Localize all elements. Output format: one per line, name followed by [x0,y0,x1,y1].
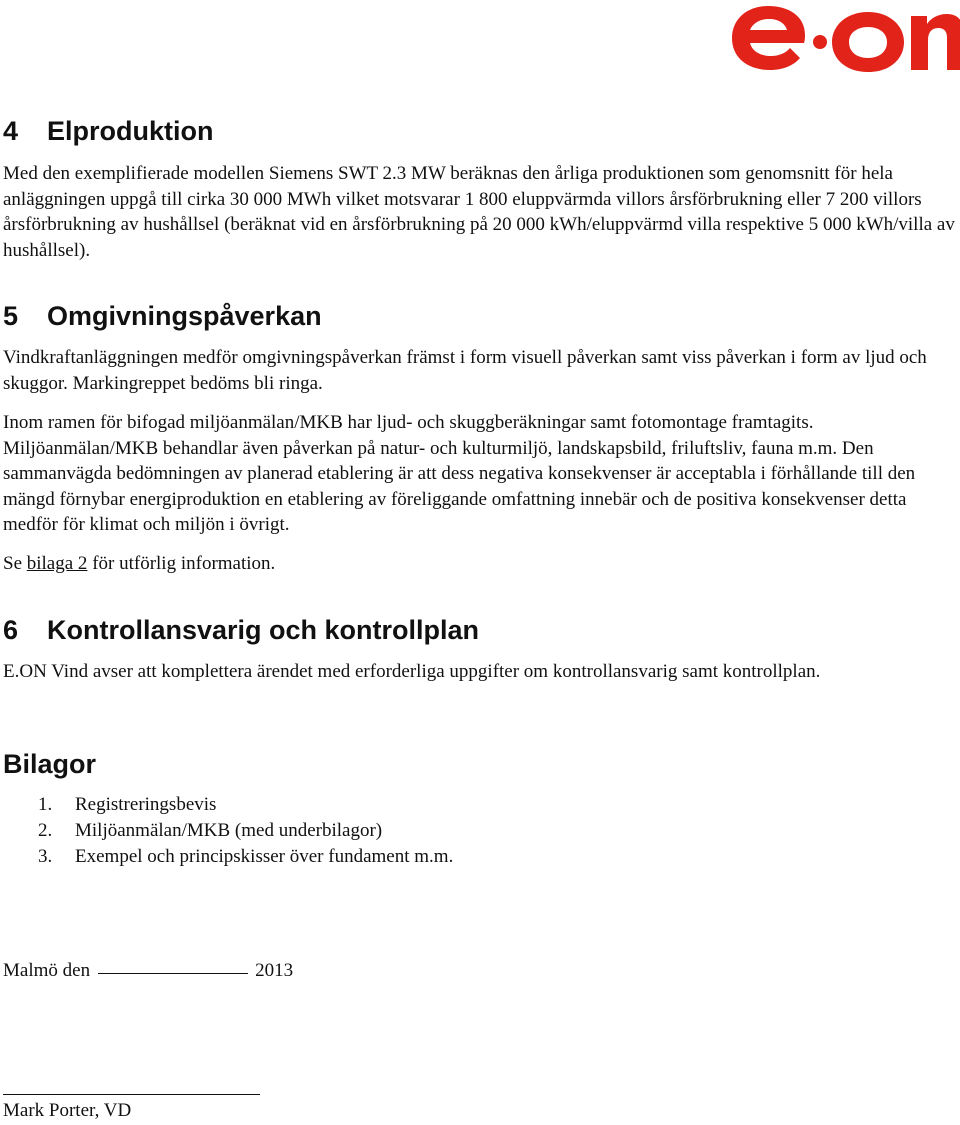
para3-prefix: Se [3,553,27,574]
section-6-body: E.ON Vind avser att komplettera ärendet med erforderliga uppgifter om kontrollansvarig samt kontrollplan. [3,661,821,682]
section-5-para2: Inom ramen för bifogad miljöanmälan/MKB har ljud- och skuggberäkningar samt fotomontage framtagits. Miljöanmälan/MKB behandlar även påverkan på natur- och kulturmiljö, landskapsbild, friluftsliv, fauna m.m. Den sammanvägda bedömningen av planerad etablering är att dess negativa konsekvenser är acceptabla i förhållande till den mängd förnybar energiproduktion en etablering av föreliggande omfattning innebär och de positiva konsekvenser detta medför för klimat och miljön i övrigt. [3,412,916,535]
signature-line [3,1094,260,1095]
list-item-label: Registreringsbevis [75,794,217,815]
bilaga-2-link[interactable]: bilaga 2 [26,553,88,574]
place-text: Malmö den [3,960,91,981]
eon-logo [728,2,960,74]
section-4-number: 4 [3,116,19,146]
date-blank-line [98,972,248,974]
section-4-title: Elproduktion [47,116,214,146]
list-item [38,844,453,870]
place-date-line [3,958,960,984]
list-item [38,792,216,818]
section-5-para1: Vindkraftanläggningen medför omgivningspåverkan främst i form visuell påverkan samt viss påverkan i form av ljud och skuggor. Markingreppet bedöms bli ringa. [3,347,927,394]
list-item-label: Miljöanmälan/MKB (med underbilagor) [75,820,383,841]
bilagor-heading: Bilagor [3,749,97,779]
section-6-number: 6 [3,615,19,645]
section-5-title: Omgivningspåverkan [47,301,322,331]
section-4-body: Med den exemplifierade modellen Siemens SWT 2.3 MW beräknas den årliga produktionen som genomsnitt för hela anläggningen uppgå till cirka 30 000 MWh vilket motsvarar 1 800 eluppvärmda villors årsförbrukning eller 7 200 villors årsförbrukning av hushållsel (beräknat vid en årsförbrukning på 20 000 kWh/eluppvärmd villa respektive 5 000 kWh/villa av hushållsel). [3,163,955,261]
section-5-heading [3,300,322,332]
year-text: 2013 [255,960,294,981]
section-6-title: Kontrollansvarig och kontrollplan [47,615,480,645]
para3-suffix: för utförlig information. [87,553,276,574]
section-5-para3 [3,551,960,577]
section-5-number: 5 [3,301,19,331]
list-item-number: 3. [38,846,53,867]
section-6-heading [3,614,479,646]
section-4-heading [3,115,213,147]
list-item-number: 2. [38,820,53,841]
list-item [38,818,382,844]
list-item-number: 1. [38,794,53,815]
list-item-label: Exempel och principskisser över fundament m.m. [75,846,454,867]
signatory-name: Mark Porter, VD [3,1100,132,1121]
